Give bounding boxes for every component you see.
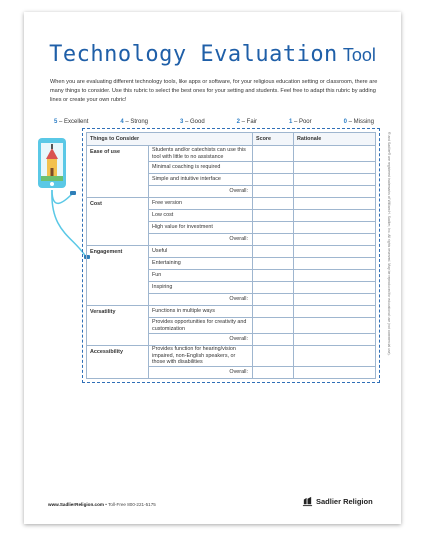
criterion: Minimal coaching is required — [149, 162, 253, 174]
footer-url[interactable]: www.SadlierReligion.com — [48, 502, 104, 507]
overall-score-cell[interactable] — [253, 294, 294, 306]
category-cost: Cost — [87, 198, 149, 246]
header-things-to-consider: Things to Consider — [87, 133, 253, 146]
logo-text: Sadlier Religion — [316, 497, 373, 506]
category-versatility: Versatility — [87, 306, 149, 346]
rationale-cell[interactable] — [294, 346, 376, 367]
title-main: Technology Evaluation — [49, 42, 338, 67]
scale-item: 3 – Good — [179, 119, 205, 125]
rationale-cell[interactable] — [294, 146, 376, 162]
overall-label: Overall: — [149, 294, 253, 306]
table-row — [87, 306, 376, 318]
category-engagement: Engagement — [87, 246, 149, 306]
footer-contact — [48, 502, 156, 507]
rationale-cell[interactable] — [294, 294, 376, 306]
scale-item: 0 – Missing — [343, 119, 374, 125]
page-title — [24, 42, 401, 67]
table-row — [87, 346, 376, 367]
overall-score-cell[interactable] — [253, 334, 294, 346]
scale-item: 4 – Strong — [120, 119, 149, 125]
category-accessibility: Accessibility — [87, 346, 149, 379]
overall-score-cell[interactable] — [253, 367, 294, 379]
header-rationale: Rationale — [294, 133, 376, 146]
criterion: Entertaining — [149, 258, 253, 270]
footer-phone: Toll-Free 800-221-5175 — [108, 502, 156, 507]
footer-separator: • — [105, 502, 107, 507]
score-cell[interactable] — [253, 270, 294, 282]
scale-item: 5 – Excellent — [54, 119, 89, 125]
criterion: High value for investment — [149, 222, 253, 234]
sadlier-logo-icon — [302, 496, 313, 507]
table-row — [87, 146, 376, 162]
evaluation-rubric-table — [86, 132, 376, 379]
criterion: Functions in multiple ways — [149, 306, 253, 318]
rationale-cell[interactable] — [294, 186, 376, 198]
criterion: Useful — [149, 246, 253, 258]
rationale-cell[interactable] — [294, 270, 376, 282]
criterion: Students and/or catechists can use this tool with little to no assistance — [149, 146, 253, 162]
criterion: Simple and intuitive interface — [149, 174, 253, 186]
rationale-cell[interactable] — [294, 234, 376, 246]
score-cell[interactable] — [253, 282, 294, 294]
score-cell[interactable] — [253, 246, 294, 258]
overall-label: Overall: — [149, 234, 253, 246]
rationale-cell[interactable] — [294, 210, 376, 222]
scale-item: 2 – Fair — [236, 119, 257, 125]
score-cell[interactable] — [253, 174, 294, 186]
score-cell[interactable] — [253, 306, 294, 318]
rubric-sheet — [24, 12, 401, 524]
table-row — [87, 198, 376, 210]
score-cell[interactable] — [253, 198, 294, 210]
rationale-cell[interactable] — [294, 222, 376, 234]
criterion: Free version — [149, 198, 253, 210]
rationale-cell[interactable] — [294, 258, 376, 270]
criterion: Inspiring — [149, 282, 253, 294]
rationale-cell[interactable] — [294, 246, 376, 258]
rationale-cell[interactable] — [294, 282, 376, 294]
criterion: Low cost — [149, 210, 253, 222]
rationale-cell[interactable] — [294, 367, 376, 379]
rationale-cell[interactable] — [294, 198, 376, 210]
smartphone-church-icon — [34, 132, 94, 282]
title-suffix: Tool — [342, 45, 376, 65]
rationale-cell[interactable] — [294, 334, 376, 346]
rationale-cell[interactable] — [294, 162, 376, 174]
criterion: Fun — [149, 270, 253, 282]
score-cell[interactable] — [253, 222, 294, 234]
table-row — [87, 246, 376, 258]
overall-label: Overall: — [149, 367, 253, 379]
side-copyright — [371, 132, 399, 532]
table-header-row — [87, 133, 376, 146]
score-cell[interactable] — [253, 210, 294, 222]
rationale-cell[interactable] — [294, 174, 376, 186]
overall-label: Overall: — [149, 334, 253, 346]
category-ease-of-use: Ease of use — [87, 146, 149, 198]
score-cell[interactable] — [253, 258, 294, 270]
intro-paragraph: When you are evaluating different technology tools, like apps or software, for your religious education setting or classroom, there are many things to consider. Use this rubric to select the best ones for your setting and students. Feel free to adapt this rubric by adding lines or create your own rubric! — [50, 79, 378, 103]
rationale-cell[interactable] — [294, 306, 376, 318]
sadlier-logo — [302, 496, 373, 507]
overall-score-cell[interactable] — [253, 234, 294, 246]
rating-scale — [54, 119, 374, 125]
scale-item: 1 – Poor — [288, 119, 312, 125]
score-cell[interactable] — [253, 146, 294, 162]
overall-score-cell[interactable] — [253, 186, 294, 198]
overall-label: Overall: — [149, 186, 253, 198]
criterion: Provides function for hearing/vision impaired, non-English speakers, or those with disabilities — [149, 346, 253, 367]
score-cell[interactable] — [253, 162, 294, 174]
rationale-cell[interactable] — [294, 318, 376, 334]
score-cell[interactable] — [253, 318, 294, 334]
copyright-text: ® and Sadlier® are registered trademarks of William H. Sadlier, Inc. All rights reserved. May be reproduced for educational use (not commercial use). — [387, 132, 391, 356]
header-score: Score — [253, 133, 294, 146]
score-cell[interactable] — [253, 346, 294, 367]
criterion: Provides opportunities for creativity and customization — [149, 318, 253, 334]
